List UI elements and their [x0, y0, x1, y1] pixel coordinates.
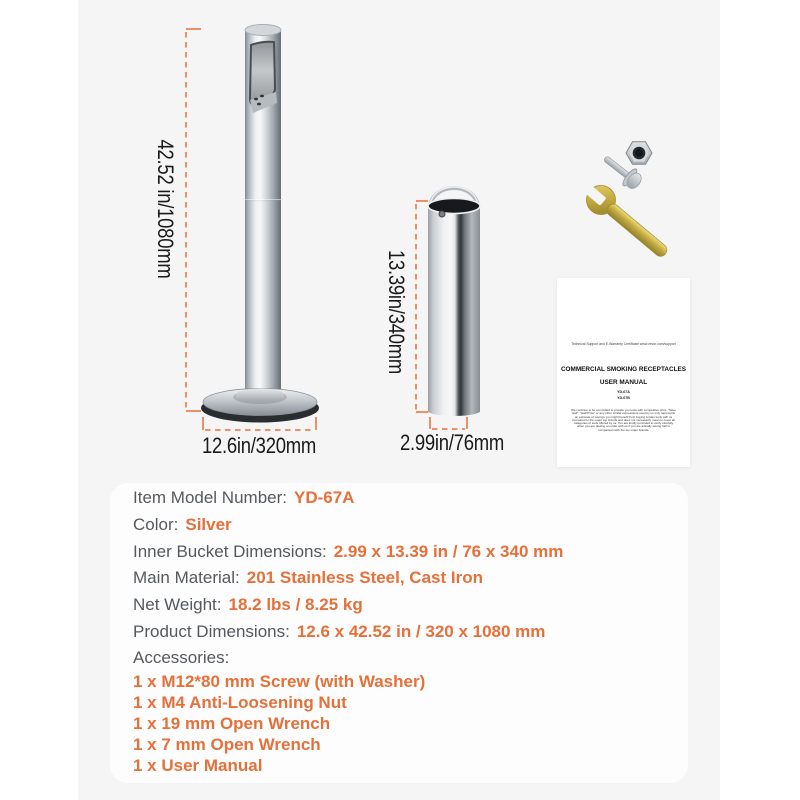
base-illustration — [201, 389, 319, 423]
user-manual-sheet — [557, 278, 690, 467]
spec-label: Inner Bucket Dimensions: — [133, 541, 327, 561]
accessory-item: 1 x 7 mm Open Wrench — [133, 735, 321, 755]
manual-model-b: YD-67B — [617, 396, 630, 400]
manual-subtitle: USER MANUAL — [599, 379, 648, 386]
base-width-label: 12.6in/320mm — [201, 433, 317, 458]
accessories-heading-row — [133, 645, 688, 672]
spec-label: Color: — [133, 515, 179, 535]
bucket-illustration — [428, 187, 480, 416]
pole-height-label: 42.52 in/1080mm — [153, 139, 178, 279]
spec-value: 12.6 x 42.52 in / 320 x 1080 mm — [296, 621, 546, 641]
bucket-height-dimension-line — [416, 201, 428, 412]
pole-illustration — [245, 25, 281, 394]
manual-disclaimer: We continue to be committed to provide you tools with competitive price. "Save Half", "Half Price" or any other similar expressions used by us only represents an estimate of savings you might benefit from buying certain tools with us compared to the major top brands and does not necessarily mean to cover all categories of tools offered by us. You are kindly reminded to verify carefully when you are placing an order with us if you are actually saving half in comparison with the top major brands. — [571, 409, 676, 432]
spec-value: 18.2 lbs / 8.25 kg — [228, 595, 363, 615]
bucket-rivet — [439, 211, 445, 217]
accessory-item: 1 x M4 Anti-Loosening Nut — [133, 693, 347, 713]
pole-height-dimension-line — [186, 29, 201, 411]
accessory-item: 1 x 19 mm Open Wrench — [133, 714, 331, 734]
manual-title: COMMERCIAL SMOKING RECEPTACLES — [560, 366, 687, 373]
nut-icon — [626, 142, 652, 165]
spec-row-model — [133, 485, 688, 512]
spec-row-color — [133, 512, 688, 539]
manual-support-line: Technical Support and E-Warranty Certificate www.vevor.com/support — [571, 342, 676, 346]
accessory-item: 1 x M12*80 mm Screw (with Washer) — [133, 672, 426, 692]
spec-row-bucket-dimensions — [133, 538, 688, 565]
bucket-width-dimension-line — [430, 417, 467, 429]
spec-label: Net Weight: — [133, 595, 222, 615]
bucket-width-label: 2.99in/76mm — [399, 430, 505, 455]
manual-model-a: YD-67A — [617, 390, 630, 394]
spec-value: 2.99 x 13.39 in / 76 x 340 mm — [333, 541, 564, 561]
spec-row-material — [133, 565, 688, 592]
wrench-icon — [573, 173, 674, 265]
spec-row-product-dimensions — [133, 618, 688, 645]
spec-row-weight — [133, 592, 688, 619]
bucket-height-label: 13.39in/340mm — [384, 249, 409, 375]
spec-label: Item Model Number: — [133, 488, 287, 508]
spec-label: Main Material: — [133, 568, 240, 588]
accessories-heading: Accessories: — [133, 648, 230, 668]
accessory-item: 1 x User Manual — [133, 756, 263, 776]
spec-label: Product Dimensions: — [133, 621, 290, 641]
spec-card — [110, 483, 688, 783]
spec-value: YD-67A — [294, 488, 355, 508]
spec-value: Silver — [185, 515, 232, 535]
spec-value: 201 Stainless Steel, Cast Iron — [246, 568, 483, 588]
